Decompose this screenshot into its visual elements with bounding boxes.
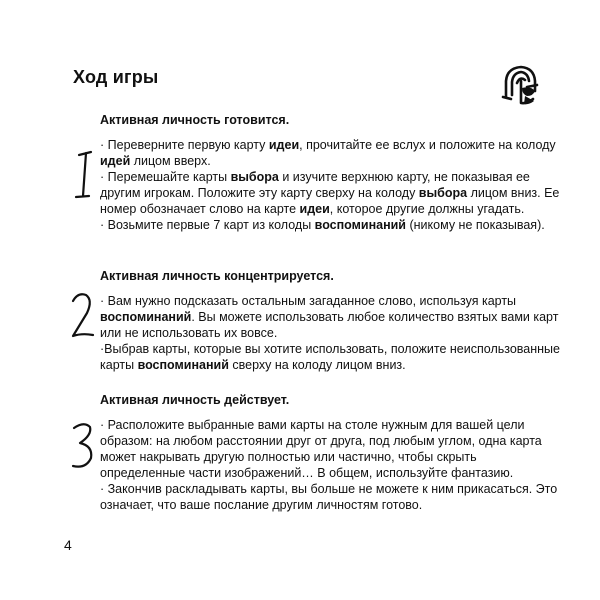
page-title: Ход игры	[73, 67, 159, 87]
step-3-body	[100, 417, 560, 513]
keyword: выбора	[418, 186, 468, 200]
step-1-paragraph	[100, 137, 560, 169]
step-3-paragraph	[100, 417, 560, 481]
page-number: 4	[64, 537, 72, 553]
text-run: и изучите верхнюю карту, не показывая ее другим игрокам. Положите эту карту сверху на колоду	[100, 170, 530, 200]
step-number-1	[68, 146, 102, 204]
keyword: выбора	[230, 170, 279, 184]
text-run: , которое другие должны угадать.	[329, 202, 525, 216]
text-run: · Вам нужно подсказать остальным загаданное слово, используя карты	[100, 294, 517, 308]
step-3-section	[100, 393, 560, 513]
text-run: лицом вниз. Ее номер обозначает слово на карте	[100, 186, 560, 216]
text-run: , прочитайте ее вслух и положите на колоду	[299, 138, 556, 152]
step-1-section	[100, 113, 560, 233]
keyword: идей	[100, 154, 131, 168]
step-2-paragraph	[100, 293, 560, 341]
step-number-1-text: 1	[68, 146, 69, 147]
keyword: воспоминаний	[137, 358, 229, 372]
step-number-2-text: 2	[66, 289, 67, 290]
step-3-paragraph	[100, 481, 560, 513]
step-1-paragraph	[100, 169, 560, 217]
text-run: (никому не показывая).	[406, 218, 545, 232]
keyword: идеи	[268, 138, 300, 152]
text-run: лицом вверх.	[130, 154, 211, 168]
step-number-3-text: 3	[66, 418, 67, 419]
step-1-paragraph	[100, 217, 560, 233]
keyword: воспоминаний	[100, 310, 192, 324]
keyword: идеи	[299, 202, 330, 216]
text-run: . Вы можете использовать любое количество взятых вами карт или не использовать их вовсе.	[100, 310, 559, 340]
helmet-logo-icon	[497, 61, 545, 109]
step-2-section	[100, 269, 560, 373]
step-3-heading: Активная личность действует.	[100, 393, 290, 407]
step-2-paragraph	[100, 341, 560, 373]
step-2-body	[100, 293, 560, 373]
text-run: · Закончив раскладывать карты, вы больше не можете к ним прикасаться. Это означает, что ваше послание другим личностям готово.	[100, 482, 558, 512]
step-1-heading: Активная личность готовится.	[100, 113, 290, 127]
step-number-3	[66, 418, 100, 476]
text-run: ·Выбрав карты, которые вы хотите использовать, положите неиспользованные карты	[100, 342, 560, 372]
step-number-2	[66, 289, 100, 343]
text-run: · Перемешайте карты	[100, 170, 231, 184]
text-run: сверху на колоду лицом вниз.	[228, 358, 406, 372]
step-2-heading: Активная личность концентрируется.	[100, 269, 334, 283]
keyword: воспоминаний	[314, 218, 406, 232]
text-run: · Переверните первую карту	[100, 138, 269, 152]
step-1-body	[100, 137, 560, 233]
text-run: · Возьмите первые 7 карт из колоды	[100, 218, 315, 232]
text-run: · Расположите выбранные вами карты на столе нужным для вашей цели образом: на любом расстоянии друг от друга, под любым углом, одна карта может накрывать другую полностью или частично, чтобы скрыть определенные части изображений… В общем, используйте фантазию.	[100, 418, 542, 480]
